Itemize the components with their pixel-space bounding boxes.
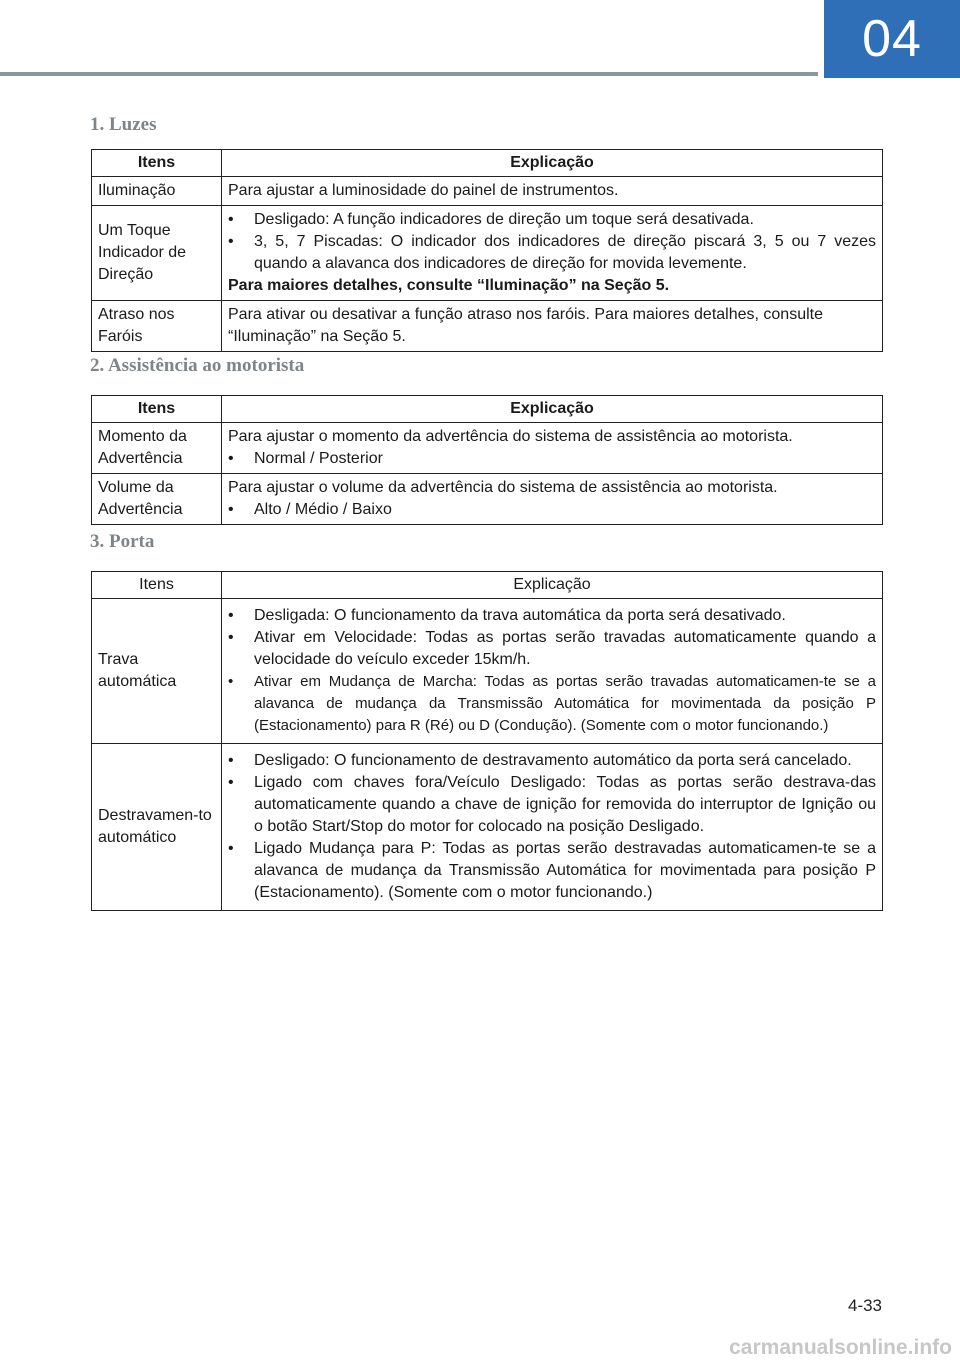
column-header-items: Itens [92, 150, 222, 177]
item-cell: Trava automática [92, 599, 222, 744]
description-text: Para ajustar o volume da advertência do sistema de assistência ao motorista. [228, 479, 778, 496]
page-number: 4-33 [847, 1296, 882, 1315]
column-header-items: Itens [92, 396, 222, 423]
bullet-item: • Desligada: O funcionamento da trava automática da porta será desativado. [228, 605, 876, 627]
table-row [92, 301, 883, 352]
table-header-row [92, 396, 883, 423]
table-row [92, 744, 883, 911]
description-text: Para ajustar o momento da advertência do sistema de assistência ao motorista. [228, 428, 793, 445]
column-header-explanation: Explicação [222, 572, 883, 599]
bullet-item: • Desligado: A função indicadores de direção um toque será desativada. [228, 209, 876, 231]
table-row [92, 206, 883, 301]
bullet-list [228, 209, 876, 275]
table-row [92, 474, 883, 525]
table-assistencia [91, 395, 883, 525]
section-title-porta: 3. Porta [90, 531, 155, 552]
item-cell: Volume da Advertência [92, 474, 222, 525]
item-cell: Momento da Advertência [92, 423, 222, 474]
bullet-item: • Ligado com chaves fora/Veículo Desligado: Todas as portas serão destrava-das automaticamente quando a chave de ignição for removida do interruptor de Ignição ou o botão Start/Stop do motor for colocado na posição Desligado. [228, 772, 876, 838]
table-luzes [91, 149, 883, 352]
description-cell [222, 206, 883, 301]
description-cell: Para ajustar a luminosidade do painel de instrumentos. [222, 177, 883, 206]
column-header-explanation: Explicação [222, 150, 883, 177]
bullet-item: • Alto / Médio / Baixo [228, 499, 876, 521]
bullet-item: • Ativar em Mudança de Marcha: Todas as portas serão travadas automaticamen-te se a alavanca de mudança da Transmissão Automática for movimentada da posição P (Estacionamento) para R (Ré) ou D (Condução). (Somente com o motor funcionando.) [228, 671, 876, 737]
item-cell: Um Toque Indicador de Direção [92, 206, 222, 301]
bullet-item: • Desligado: O funcionamento de destravamento automático da porta será cancelado. [228, 750, 876, 772]
item-cell: Iluminação [92, 177, 222, 206]
header-rule [0, 72, 818, 76]
description-cell [222, 599, 883, 744]
bullet-list [228, 750, 876, 904]
table-porta [91, 571, 883, 911]
bullet-item: • Ativar em Velocidade: Todas as portas serão travadas automaticamente quando a velocidade do veículo exceder 15km/h. [228, 627, 876, 671]
chapter-tab: 04 [824, 0, 960, 78]
bullet-item: • 3, 5, 7 Piscadas: O indicador dos indicadores de direção piscará 3, 5 ou 7 vezes quando a alavanca dos indicadores de direção for movida levemente. [228, 231, 876, 275]
bullet-item: • Ligado Mudança para P: Todas as portas serão destravadas automaticamen-te se a alavanca de mudança da Transmissão Automática for movimentada para posição P (Estacionamento). (Somente com o motor funcionando.) [228, 838, 876, 904]
table-row [92, 599, 883, 744]
table-header-row [92, 572, 883, 599]
bullet-list [228, 605, 876, 737]
description-cell [222, 744, 883, 911]
description-cell [222, 423, 883, 474]
column-header-items: Itens [92, 572, 222, 599]
bullet-item: • Normal / Posterior [228, 448, 876, 470]
section-title-luzes: 1. Luzes [90, 114, 157, 135]
description-cell [222, 474, 883, 525]
table-header-row [92, 150, 883, 177]
watermark: carmanualsonline.info [729, 1336, 952, 1359]
bullet-list [228, 499, 876, 521]
column-header-explanation: Explicação [222, 396, 883, 423]
table-row [92, 177, 883, 206]
table-row [92, 423, 883, 474]
item-cell: Atraso nos Faróis [92, 301, 222, 352]
section-title-assistencia: 2. Assistência ao motorista [90, 355, 305, 376]
bullet-list [228, 448, 876, 470]
reference-note: Para maiores detalhes, consulte “Iluminação” na Seção 5. [228, 277, 670, 294]
description-cell: Para ativar ou desativar a função atraso nos faróis. Para maiores detalhes, consulte “Iluminação” na Seção 5. [222, 301, 883, 352]
item-cell: Destravamen-to automático [92, 744, 222, 911]
